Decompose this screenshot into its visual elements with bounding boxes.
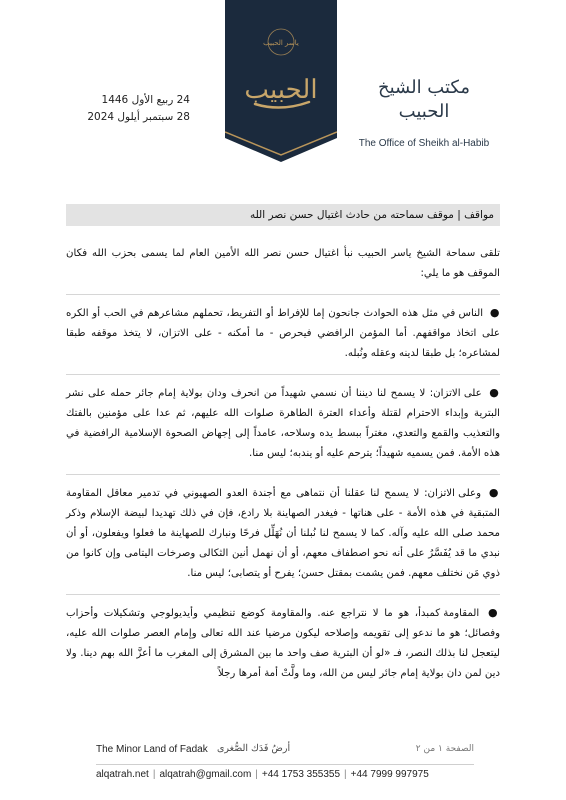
point-2 (66, 374, 500, 464)
point-4 (66, 594, 500, 684)
point-text: الناس في مثل هذه الحوادث جانحون إما للإفراط أو التفريط، تحملهم مشاعرهم في الحب أو الكره على اتخاذ مواقفهم. أما المؤمن الرافضي فيحرص - ما أمكنه - على الاتزان، لا يتخذ موقفه طبقا لمشاعره؛ بل طبقا لدينه وعقله ونُبله. (66, 308, 500, 359)
website-link[interactable]: alqatrah.net (96, 769, 149, 780)
contact-line: alqatrah.net | alqatrah@gmail.com | +44 1753 355355 | +44 7999 997975 (96, 769, 429, 780)
page-number: الصفحة ١ من ٢ (415, 744, 474, 754)
footer (0, 736, 566, 800)
bullet-icon: ● (488, 486, 500, 499)
fadak-arabic: أرضُ فَدَك الصُّغرى (217, 743, 291, 754)
bullet-icon: ● (489, 306, 500, 319)
point-text: المقاومة كمبدأ، هو ما لا نتراجع عنه. والمقاومة كوضع تنظيمي وأيديولوجي وتشكيلات وأحزاب وفصائل؛ هو ما ندعو إلى تقويمه وإصلاحه ليكون مرضيا عند الله تعالى وإمام العصر صلوات الله عليه، ليتعجل لنا بذلك النصر، فـ «لو أن البترية صف واحد ما بين المشرق إلى المغرب ما أعزَّ الله بهم دينا. ولا دين لمن دان بولاية إمام جائر ليس من الله، وما ولَّتْ أمة أمرها رجلاً (66, 608, 500, 679)
phone-1: +44 1753 355355 (261, 769, 341, 780)
letterhead (0, 0, 566, 170)
banner-logo-graphic (225, 0, 337, 162)
email-link[interactable]: alqatrah@gmail.com (159, 769, 252, 780)
date-hijri: 24 ربيع الأول 1446 (101, 94, 190, 106)
intro-paragraph: تلقى سماحة الشيخ ياسر الحبيب نبأ اغتيال حسن نصر الله الأمين العام لما يسمى بحزب الله فكان الموقف هو ما يلي: (66, 248, 500, 279)
footer-divider (96, 764, 474, 765)
svg-text:ياسر الحبيب: ياسر الحبيب (263, 39, 299, 47)
document-title: مواقف | موقف سماحته من حادث اغتيال حسن نصر الله (249, 209, 494, 221)
point-text: على الاتزان: لا يسمح لنا ديننا أن نسمي شهيداً من انحرف ودان بولاية إمام جائر حمله على نشر البترية وإبداء الاحترام لقتلة وأعداء العترة الطاهرة صلوات الله عليهم، ثم عدا على مؤمنين بالفتك والتعذيب والقمع والتعدي، مغتراً ببسط يده وسلاحه، عامداً إلى إجهاض الصحوة الإسلامية الرافضية في هذه الأمة. فمن يسميه شهيداً؛ يترحم عليه أو يندبه؛ ليس منا. (66, 388, 500, 459)
fadak-english: The Minor Land of Fadak (96, 744, 208, 755)
bullet-icon: ● (487, 606, 500, 619)
office-block (354, 76, 494, 149)
bullet-icon: ● (489, 386, 500, 399)
banner-logo (225, 0, 337, 162)
date-block (70, 92, 190, 126)
title-bar (66, 204, 500, 226)
banner-calligraphy: الحبيب (244, 75, 318, 105)
document-body (66, 244, 500, 684)
date-gregorian: 28 سبتمبر أيلول 2024 (87, 111, 190, 123)
point-3 (66, 474, 500, 584)
office-name-english: The Office of Sheikh al-Habib (358, 138, 490, 149)
office-name-arabic: مكتب الشيخ الحبيب (377, 77, 470, 122)
point-1 (66, 294, 500, 364)
point-text: وعلى الاتزان: لا يسمح لنا عقلنا أن نتماهى مع أجندة العدو الصهيوني في تدمير معاقل المقاومة المتبقية في هذه الأمة - على هناتها - فيغدر الصهاينة بلا رادع، فإن في ذلك تهديدا لبيضة الإسلام وذكر محمد صلى الله عليه وآله. كما لا يسمح لنا نُبلنا أن نُهَلِّل فرحًا ونبارك للصهاينة ما فعلوا ويفعلون، أو أن نبدي ما قد يُفَسَّرُ على أنه نحو اصطفاف معهم، أو أن نهمل أنين الثكالى وصرخات اليتامى وإن كانوا من ذوي مَن نختلف معهم. فمن يشمت بمقتل حسن؛ يفرح أو يتصابى؛ ليس منا. (66, 488, 500, 579)
phone-2: +44 7999 997975 (350, 769, 429, 780)
